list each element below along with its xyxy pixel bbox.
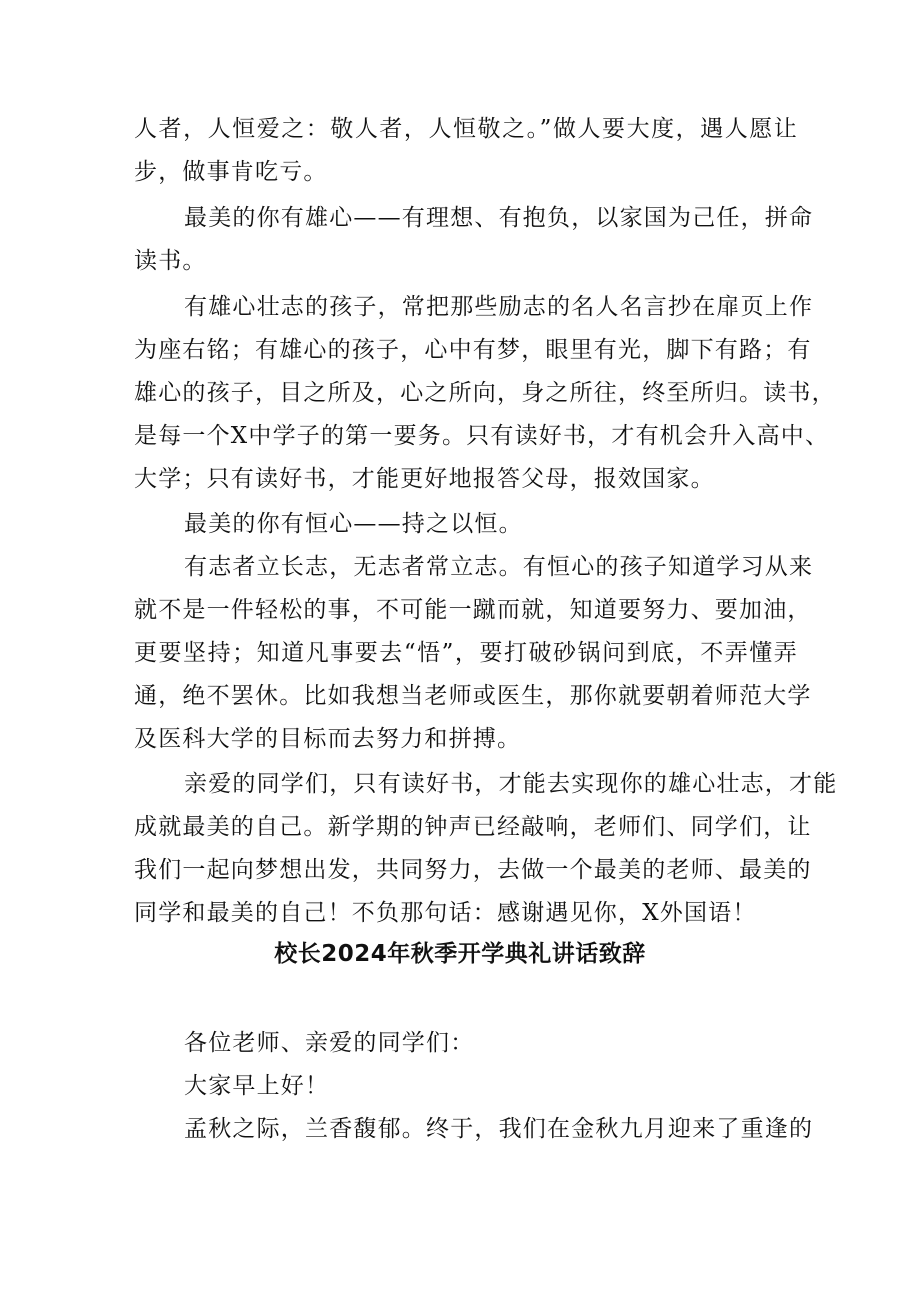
- text-line: 为座右铭；有雄心的孩子，心中有梦，眼里有光，脚下有路；有: [134, 337, 812, 363]
- paragraph-respect: [134, 108, 798, 194]
- speech-salutation: [134, 1022, 798, 1065]
- text-line: 雄心的孩子，目之所及，心之所向，身之所往，终至所归。读书，: [134, 380, 836, 406]
- text-line: 及医科大学的目标而去努力和拼搏。: [134, 726, 522, 752]
- paragraph-ambition-heading: [134, 197, 814, 283]
- text-line: 人者，人恒爱之：敬人者，人恒敬之。”做人要大度，遇人愿让: [134, 116, 798, 142]
- text-line: 成就最美的自己。新学期的钟声已经敲响，老师们、同学们，让: [134, 814, 812, 840]
- text-line: 有志者立长志，无志者常立志。有恒心的孩子知道学习从来: [184, 554, 814, 580]
- text-line: 大家早上好！: [184, 1073, 330, 1099]
- text-line: 就不是一件轻松的事，不可能一蹴而就，知道要努力、要加油，: [134, 597, 812, 623]
- paragraph-ambition-body: [134, 286, 836, 501]
- text-line: 最美的你有恒心——持之以恒。: [184, 511, 523, 537]
- paragraph-closing: [134, 763, 838, 935]
- speech-title: 校长2024年秋季开学典礼讲话致辞: [274, 941, 646, 967]
- speech-opening: [134, 1108, 814, 1151]
- text-line: 通，绝不罢休。比如我想当老师或医生，那你就要朝着师范大学: [134, 683, 812, 709]
- text-line: 同学和最美的自己！不负那句话：感谢遇见你，X外国语！: [134, 900, 757, 926]
- text-line: 孟秋之际，兰香馥郁。终于，我们在金秋九月迎来了重逢的: [184, 1116, 814, 1142]
- text-line: 更要坚持；知道凡事要去“悟”，要打破砂锅问到底，不弄懂弄: [134, 640, 798, 666]
- text-line: 读书。: [134, 248, 207, 274]
- paragraph-perseverance-heading: [134, 503, 798, 546]
- paragraph-perseverance-body: [134, 546, 814, 761]
- text-line: 有雄心壮志的孩子，常把那些励志的名人名言抄在扉页上作: [184, 294, 814, 320]
- speech-greeting: [134, 1065, 798, 1108]
- text-line: 大学；只有读好书，才能更好地报答父母，报效国家。: [134, 466, 715, 492]
- text-line: 步，做事肯吃亏。: [134, 159, 328, 185]
- text-line: 我们一起向梦想出发，共同努力，去做一个最美的老师、最美的: [134, 857, 812, 883]
- text-line: 亲爱的同学们，只有读好书，才能去实现你的雄心壮志，才能: [184, 771, 838, 797]
- text-line: 最美的你有雄心——有理想、有抱负，以家国为己任，拼命: [184, 205, 814, 231]
- text-line: 是每一个X中学子的第一要务。只有读好书，才有机会升入高中、: [134, 423, 830, 449]
- text-line: 各位老师、亲爱的同学们：: [184, 1030, 475, 1056]
